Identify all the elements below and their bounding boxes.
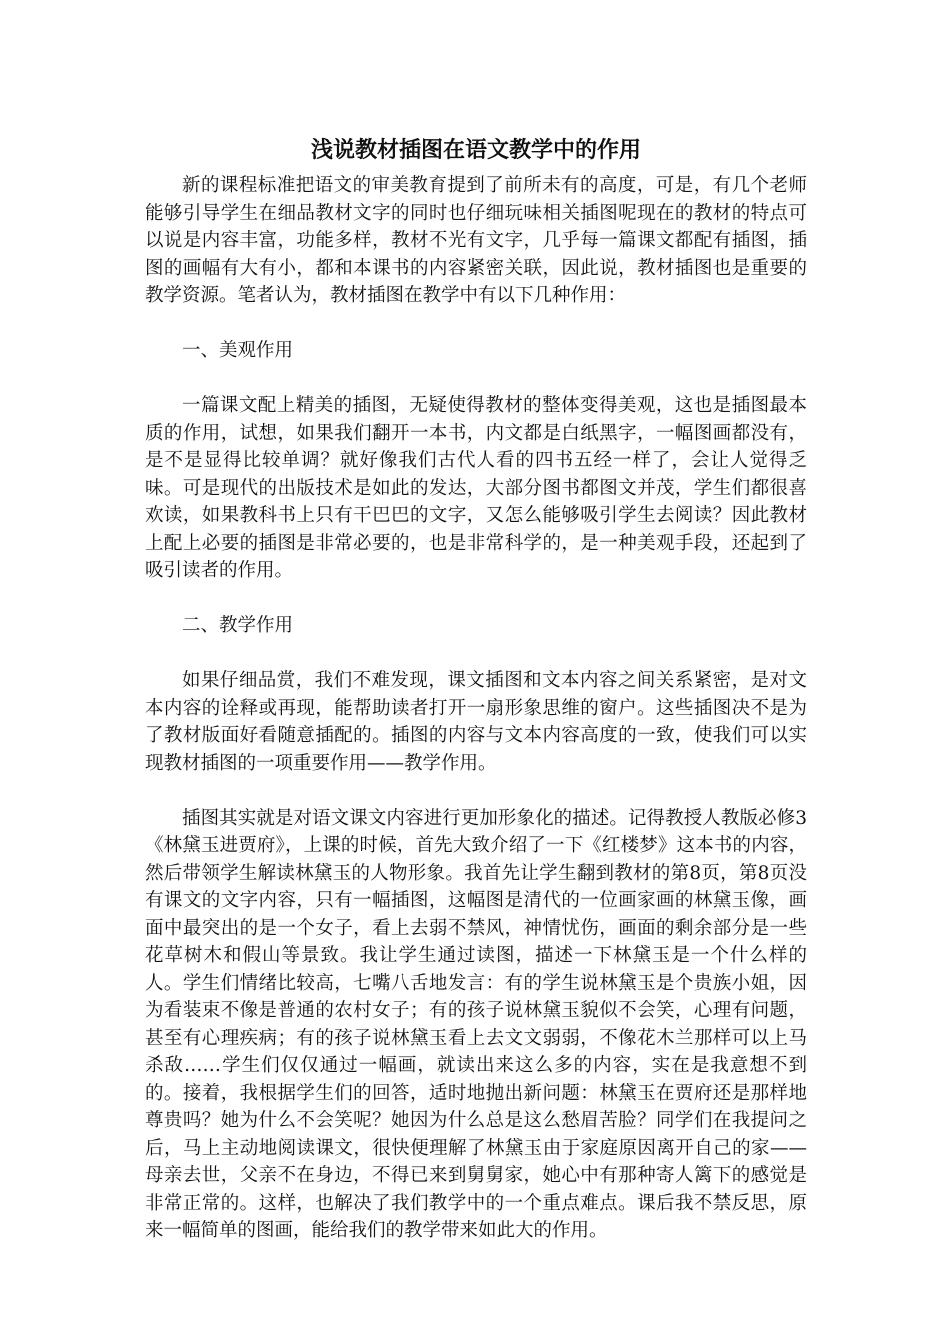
- spacer: [145, 640, 807, 668]
- intro-paragraph: 新的课程标准把语文的审美教育提到了前所未有的高度，可是，有几个老师能够引导学生在细品教材文字的同时也仔细玩味相关插图呢现在的教材的特点可以说是内容丰富，功能多样，教材不光有文字，几乎每一篇课文都配有插图，插图的画幅有大有小，都和本课书的内容紧密关联，因此说，教材插图也是重要的教学资源。笔者认为，教材插图在教学中有以下几种作用：: [145, 175, 807, 306]
- section-heading-aesthetic: 一、美观作用: [182, 340, 294, 361]
- spacer: [145, 365, 807, 393]
- document-page: [145, 126, 807, 1245]
- section2-paragraph-1: 如果仔细品赏，我们不难发现，课文插图和文本内容之间关系紧密，是对文本内容的诠释或再现，能帮助读者打开一扇形象思维的窗户。这些插图决不是为了教材版面好看随意插配的。插图的内容与文本内容高度的一致，使我们可以实现教材插图的一项重要作用——教学作用。: [145, 670, 807, 774]
- spacer: [145, 585, 807, 613]
- spacer: [145, 310, 807, 338]
- section1-paragraph: 一篇课文配上精美的插图，无疑使得教材的整体变得美观，这也是插图最本质的作用，试想，如果我们翻开一本书，内文都是白纸黑字，一幅图画都没有，是不是显得比较单调？就好像我们古代人看的四书五经一样了，会让人觉得乏味。可是现代的出版技术是如此的发达，大部分图书都图文并茂，学生们都很喜欢读，如果教科书上只有干巴巴的文字，又怎么能够吸引学生去阅读？因此教材上配上必要的插图是非常必要的，也是非常科学的，是一种美观手段，还起到了吸引读者的作用。: [145, 395, 807, 581]
- section-heading-teaching: 二、教学作用: [182, 615, 294, 636]
- document-title: 浅说教材插图在语文教学中的作用: [310, 137, 641, 163]
- spacer: [145, 777, 807, 805]
- section2-paragraph-2: 插图其实就是对语文课文内容进行更加形象化的描述。记得教授人教版必修3《林黛玉进贾府》，上课的时候，首先大致介绍了一下《红楼梦》这本书的内容，然后带领学生解读林黛玉的人物形象。我首先让学生翻到教材的第8页，第8页没有课文的文字内容，只有一幅插图，这幅图是清代的一位画家画的林黛玉像，画面中最突出的是一个女子，看上去弱不禁风，神情忧伤，画面的剩余部分是一些花草树木和假山等景致。我让学生通过读图，描述一下林黛玉是一个什么样的人。学生们情绪比较高，七嘴八舌地发言：有的学生说林黛玉是个贵族小姐，因为看装束不像是普通的农村女子；有的孩子说林黛玉貌似不会笑，心理有问题，甚至有心理疾病；有的孩子说林黛玉看上去文文弱弱，不像花木兰那样可以上马杀敌……学生们仅仅通过一幅画，就读出来这么多的内容，实在是我意想不到的。接着，我根据学生们的回答，适时地抛出新问题：林黛玉在贾府还是那样地尊贵吗？她为什么不会笑呢？她因为什么总是这么愁眉苦脸？同学们在我提问之后，马上主动地阅读课文，很快便理解了林黛玉由于家庭原因离开自己的家——母亲去世，父亲不在身边，不得已来到舅舅家，她心中有那种寄人篱下的感觉是非常正常的。这样，也解决了我们教学中的一个重点难点。课后我不禁反思，原来一幅简单的图画，能给我们的教学带来如此大的作用。: [145, 807, 807, 1241]
